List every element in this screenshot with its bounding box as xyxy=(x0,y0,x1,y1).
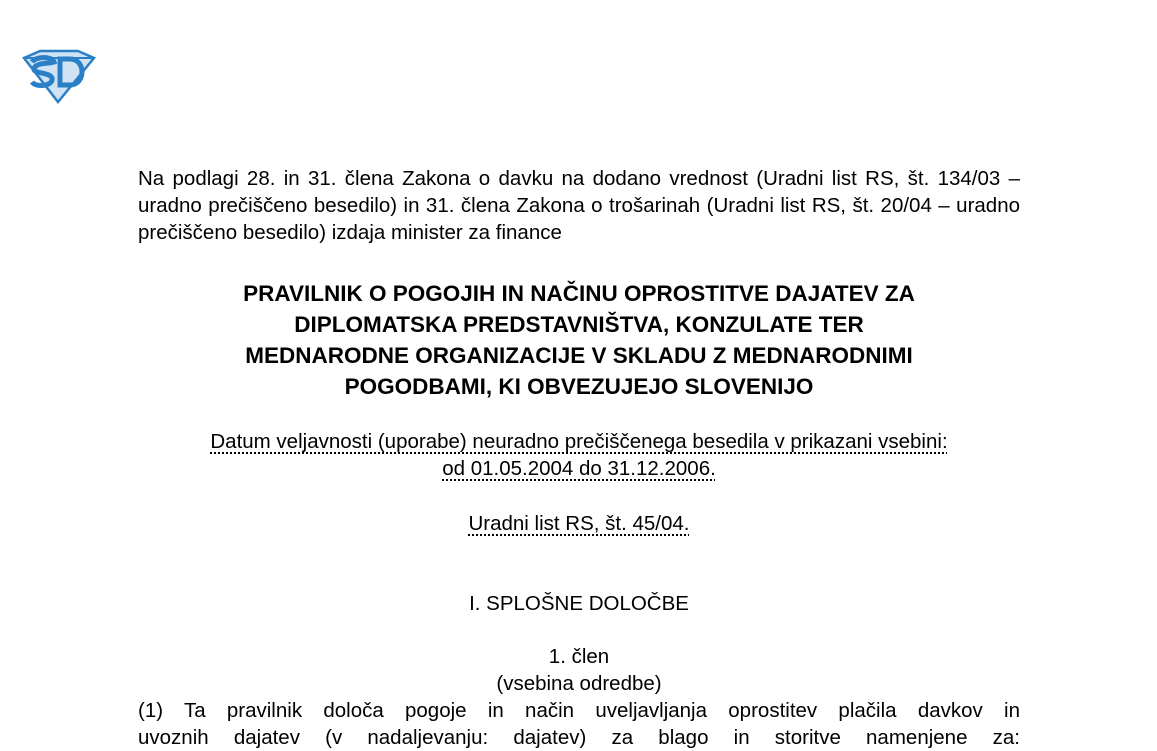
document-title xyxy=(138,278,1020,402)
logo-icon xyxy=(22,48,96,104)
gazette-reference xyxy=(138,510,1020,537)
title-line: PRAVILNIK O POGOJIH IN NAČINU OPROSTITVE DAJATEV ZA xyxy=(243,281,915,306)
paragraph-line: uvoznih dajatev (v nadaljevanju: dajatev) za blago in storitve namenjene za: xyxy=(138,726,1020,749)
article-heading xyxy=(138,643,1020,697)
validity-note xyxy=(138,428,1020,482)
article-number: 1. člen xyxy=(548,645,610,668)
title-line: DIPLOMATSKA PREDSTAVNIŠTVA, KONZULATE TER xyxy=(294,312,864,337)
validity-line: Datum veljavnosti (uporabe) neuradno prečiščenega besedila v prikazani vsebini: xyxy=(210,430,948,453)
title-line: POGODBAMI, KI OBVEZUJEJO SLOVENIJO xyxy=(344,374,814,399)
intro-paragraph: Na podlagi 28. in 31. člena Zakona o davku na dodano vrednost (Uradni list RS, št. 134/03 – uradno prečiščeno besedilo) in 31. člena Zakona o trošarinah (Uradni list RS, št. 20/04 – uradno prečiščeno besedilo) izdaja minister za finance xyxy=(138,167,1020,244)
validity-line: od 01.05.2004 do 31.12.2006. xyxy=(442,457,716,480)
article-title: (vsebina odredbe) xyxy=(496,672,662,695)
title-line: MEDNARODNE ORGANIZACIJE V SKLADU Z MEDNARODNIMI xyxy=(245,343,913,368)
section-heading: I. SPLOŠNE DOLOČBE xyxy=(469,592,689,615)
gazette-link[interactable]: Uradni list RS, št. 45/04. xyxy=(468,512,690,535)
paragraph-line: (1) Ta pravilnik določa pogoje in način uveljavljanja oprostitev plačila davkov in xyxy=(138,699,1020,722)
